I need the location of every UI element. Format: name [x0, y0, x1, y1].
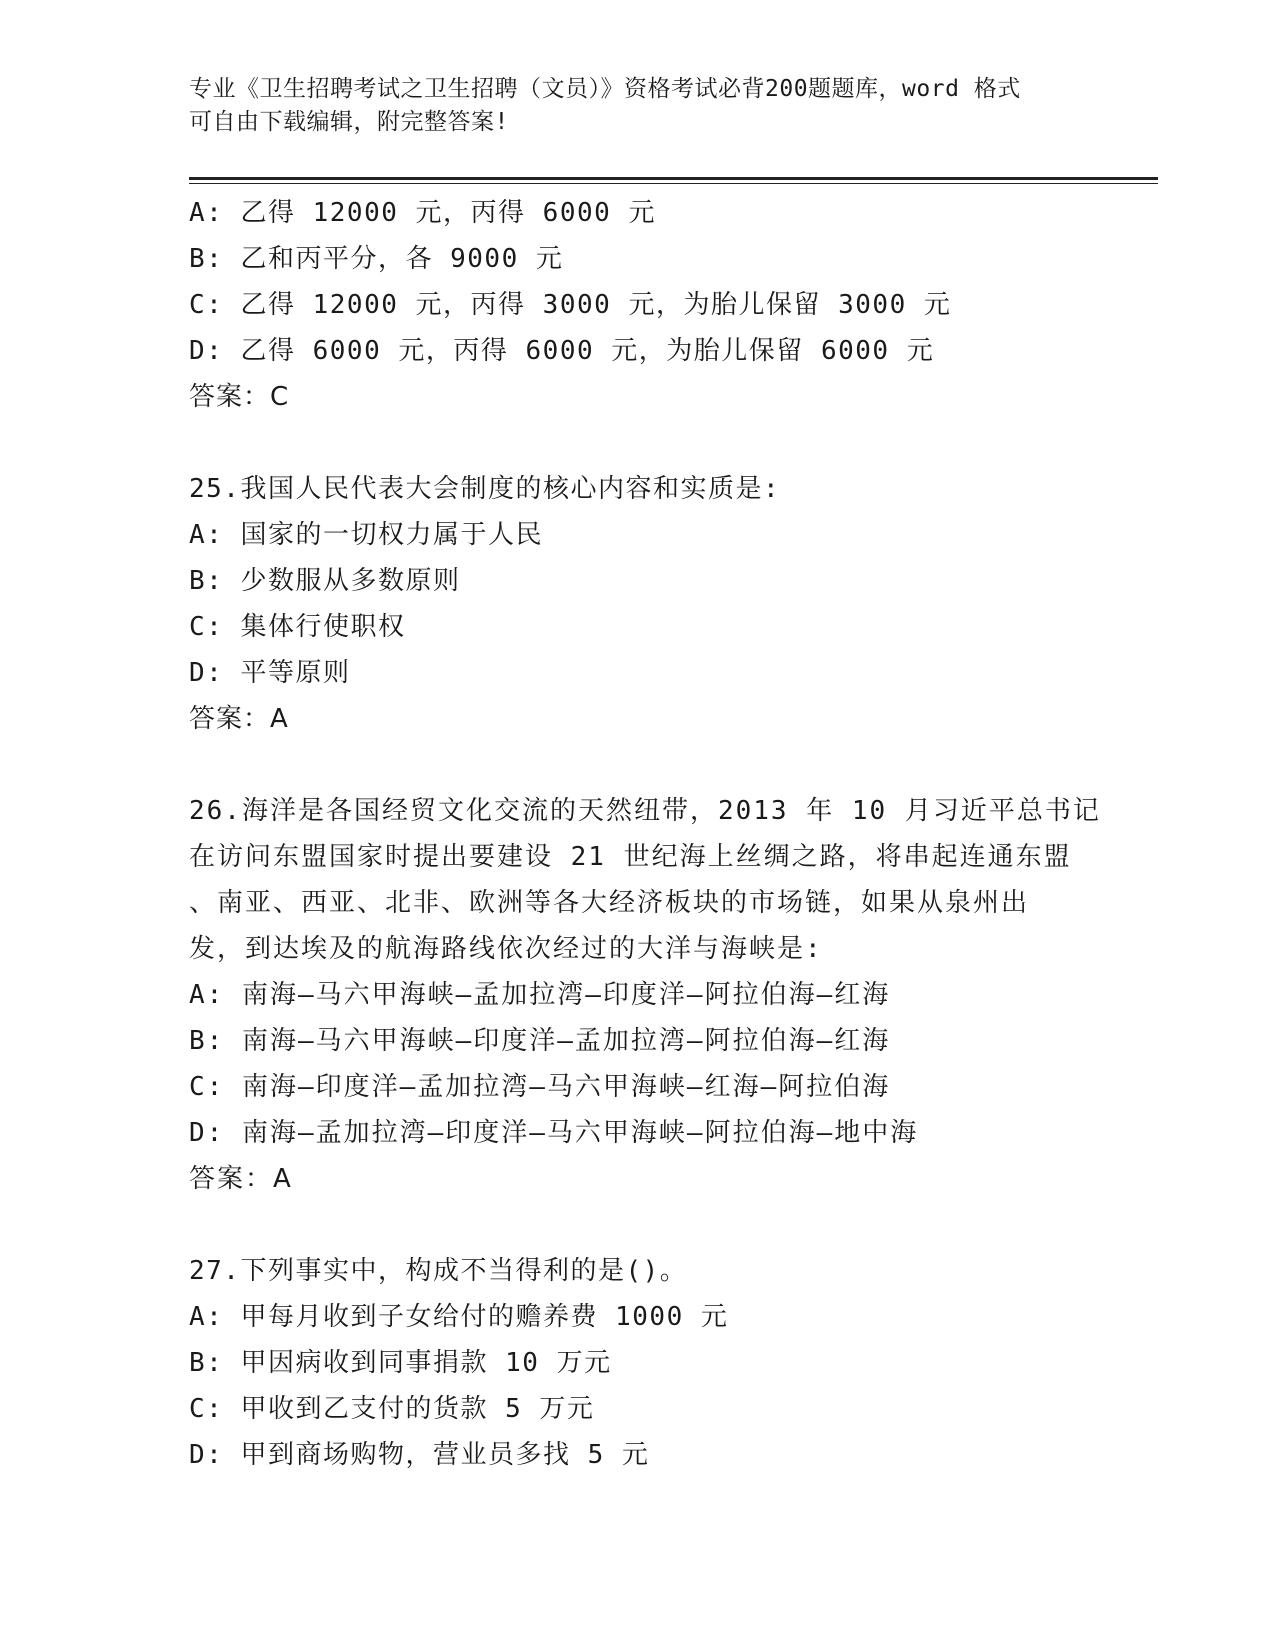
option-d: D: 甲到商场购物，营业员多找 5 元	[189, 1440, 650, 1470]
option-b: B: 乙和丙平分，各 9000 元	[189, 244, 564, 274]
spacer	[189, 742, 1089, 788]
document-body	[189, 190, 1101, 1478]
question-text-line: 发，到达埃及的航海路线依次经过的大洋与海峡是:	[189, 934, 823, 964]
header-divider-thick	[189, 177, 1158, 180]
option-a: A: 南海—马六甲海峡—孟加拉湾—印度洋—阿拉伯海—红海	[189, 980, 891, 1010]
question-27	[189, 1248, 1089, 1478]
answer-line: 答案：A	[189, 704, 289, 734]
document-header	[189, 73, 1089, 139]
option-c: C: 南海—印度洋—孟加拉湾—马六甲海峡—红海—阿拉伯海	[189, 1072, 891, 1102]
spacer	[189, 1202, 1089, 1248]
question-text-line: 、南亚、西亚、北非、欧洲等各大经济板块的市场链，如果从泉州出	[189, 888, 1030, 918]
option-a: A: 乙得 12000 元，丙得 6000 元	[189, 198, 656, 228]
header-title-line-2: 可自由下载编辑，附完整答案!	[189, 109, 509, 135]
option-b: B: 甲因病收到同事捐款 10 万元	[189, 1348, 612, 1378]
option-b: B: 少数服从多数原则	[189, 566, 461, 596]
question-25	[189, 466, 1089, 742]
option-c: C: 集体行使职权	[189, 612, 406, 642]
answer-line: 答案：A	[189, 1164, 293, 1194]
option-a: A: 国家的一切权力属于人民	[189, 520, 543, 550]
header-divider-thin	[189, 183, 1158, 184]
option-d: D: 平等原则	[189, 658, 351, 688]
answer-line: 答案：C	[189, 382, 290, 412]
question-text: 25.我国人民代表大会制度的核心内容和实质是:	[189, 474, 781, 504]
question-text-line: 在访问东盟国家时提出要建设 21 世纪海上丝绸之路，将串起连通东盟	[189, 842, 1072, 872]
question-text: 27.下列事实中，构成不当得利的是()。	[189, 1256, 688, 1286]
option-c: C: 乙得 12000 元，丙得 3000 元，为胎儿保留 3000 元	[189, 290, 952, 320]
option-a: A: 甲每月收到子女给付的赡养费 1000 元	[189, 1302, 729, 1332]
spacer	[189, 420, 1089, 466]
question-24	[189, 190, 1089, 420]
option-d: D: 乙得 6000 元，丙得 6000 元，为胎儿保留 6000 元	[189, 336, 935, 366]
option-b: B: 南海—马六甲海峡—印度洋—孟加拉湾—阿拉伯海—红海	[189, 1026, 891, 1056]
option-d: D: 南海—孟加拉湾—印度洋—马六甲海峡—阿拉伯海—地中海	[189, 1118, 919, 1148]
question-26	[189, 788, 1101, 1202]
header-title-line-1: 专业《卫生招聘考试之卫生招聘（文员）》资格考试必背200题题库，word 格式	[189, 76, 1021, 102]
question-text-line: 26.海洋是各国经贸文化交流的天然纽带，2013 年 10 月习近平总书记	[189, 796, 1101, 826]
option-c: C: 甲收到乙支付的货款 5 万元	[189, 1394, 595, 1424]
